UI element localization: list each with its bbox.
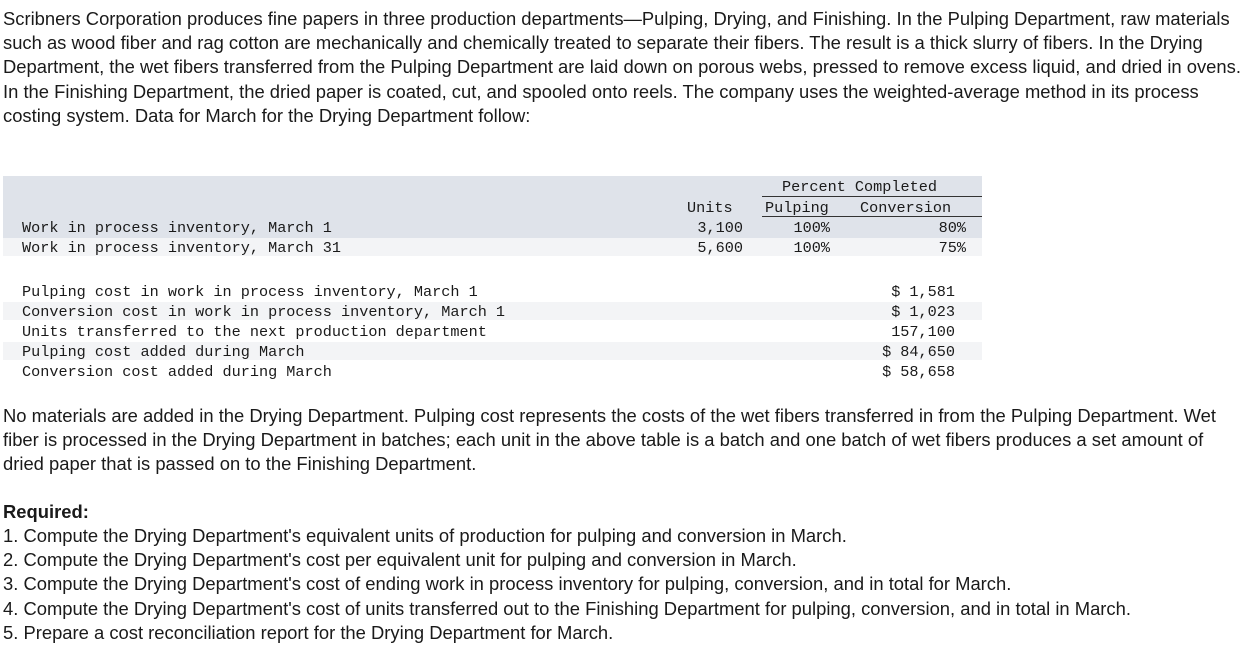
units-column-header: Units <box>687 199 733 217</box>
conversion-value: 75% <box>938 239 966 257</box>
cost-label: Conversion cost in work in process inventory, March 1 <box>22 303 506 321</box>
row-label: Work in process inventory, March 1 <box>22 219 332 237</box>
pulping-value: 100% <box>793 239 830 257</box>
header-rule <box>762 196 982 197</box>
cost-label: Pulping cost added during March <box>22 343 305 361</box>
units-value: 3,100 <box>697 219 743 237</box>
list-item: 2. Compute the Drying Department's cost per equivalent unit for pulping and conversion in March. <box>3 549 797 571</box>
intro-paragraph: Scribners Corporation produces fine papers in three production departments—Pulping, Drying, and Finishing. In the Pulping Department, raw materials such as wood fiber and rag cotton are mechanically and chemically treated to separate their fibers. The result is a thick slurry of fibers. In the Drying Department, the wet fibers transferred from the Pulping Department are laid down on porous webs, pressed to remove excess liquid, and dried in ovens. In the Finishing Department, the dried paper is coated, cut, and spooled onto reels. The company uses the weighted-average method in its process costing system. Data for March for the Drying Department follow: <box>3 8 1241 126</box>
list-item: 5. Prepare a cost reconciliation report for the Drying Department for March. <box>3 621 614 643</box>
cost-value: $ 1,023 <box>891 303 955 321</box>
list-item: 4. Compute the Drying Department's cost of units transferred out to the Finishing Department for pulping, conversion, and in total in March. <box>3 597 1131 619</box>
conversion-value: 80% <box>938 219 966 237</box>
cost-value: $ 1,581 <box>891 283 955 301</box>
required-heading: Required: <box>3 501 89 522</box>
cost-label: Conversion cost added during March <box>22 363 332 381</box>
pulping-column-header: Pulping <box>765 199 829 217</box>
list-item: 3. Compute the Drying Department's cost of ending work in process inventory for pulping, conversion, and in total for March. <box>3 573 1012 595</box>
subheader-rule <box>762 216 982 217</box>
cost-label: Units transferred to the next production department <box>22 323 487 341</box>
cost-value: $ 84,650 <box>882 343 955 361</box>
note-paragraph: No materials are added in the Drying Department. Pulping cost represents the costs of the wet fibers transferred in from the Pulping Department. Wet fiber is processed in the Drying Department in batches; each unit in the above table is a batch and one batch of wet fibers produces a set amount of dried paper that is passed on to the Finishing Department. <box>3 405 1217 475</box>
percent-completed-header: Percent Completed <box>782 178 937 196</box>
conversion-column-header: Conversion <box>860 199 952 217</box>
pulping-value: 100% <box>793 219 830 237</box>
required-list <box>3 524 1243 645</box>
units-value: 5,600 <box>697 239 743 257</box>
cost-value: 157,100 <box>891 323 955 341</box>
cost-value: $ 58,658 <box>882 363 955 381</box>
cost-label: Pulping cost in work in process inventory, March 1 <box>22 283 478 301</box>
row-label: Work in process inventory, March 31 <box>22 239 341 257</box>
list-item: 1. Compute the Drying Department's equivalent units of production for pulping and conversion in March. <box>3 525 847 546</box>
